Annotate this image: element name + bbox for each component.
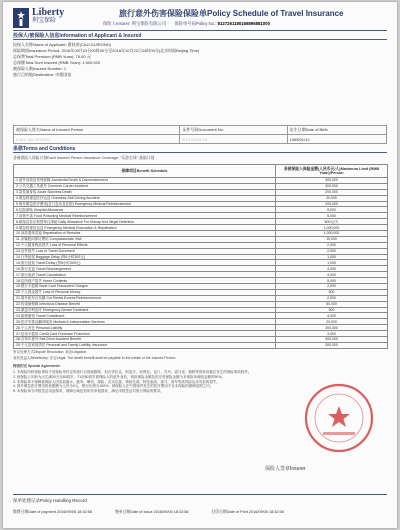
benefit-amount: 50,000 [276, 301, 388, 307]
applicant-name: 投保人名称Name of Applicant: 曹桂荣(CAO,GUIRONG) [13, 42, 112, 47]
benefit-amount: 600元/天 [276, 219, 388, 225]
benefit-item: 25.医疗安排及翻译服务 Medical & Interpretation Services [14, 319, 276, 325]
applicant-section-title: 投保人/被保险人信息Information of Applicant & Insured [13, 33, 142, 39]
benefit-item: 2.公共交通工具意外 Common Carrier Accident [14, 183, 276, 189]
benefit-item: 24.旅程缩短 Travel Curtailment [14, 313, 276, 319]
special-paragraph: 1. 本保险所称保险事故不受保险单约定的旅行目的地限制，但在伊拉克、阿富汗、叙利亚、也门、苏丹、索马里、朝鲜等国家或地区发生的保险事故除外。 [13, 370, 252, 374]
benefit-amount: 2,000 [276, 248, 388, 254]
benefit-item: 3.急性病身故 Acute Sickness Death [14, 189, 276, 195]
coverage-plan-note: 各被保险人保险计划Each Insured Person Insurance Coverage: "乐游全球"-基础计划 [13, 156, 155, 160]
benefit-item: 13.证件损失 Loss of Travel Document [14, 248, 276, 254]
benefit-item: 20.个人现金损失 Loss of Personal Money [14, 289, 276, 295]
benefit-item: 9.紧急救援及运送 Emergency Medical Evacuation & Repatriation [14, 225, 276, 231]
terms-title: 条款Terms and Conditions [13, 146, 76, 152]
policy-number-line [103, 21, 270, 27]
benefit-column-header: 保障项目Benefit Schedule [14, 165, 276, 178]
special-paragraph: 5. 本保险单为申根签证用途保单，保障区域包括所有申根国家，满足申根签证对旅行保险的要求。 [13, 389, 164, 394]
divider [13, 494, 387, 495]
handling-record-dates [13, 510, 306, 515]
benefit-item: 10.身故遗体送返 Repatriation of Remains [14, 231, 276, 237]
payment-date: 2016/09/05 18:32:58 [57, 510, 92, 514]
divider [13, 39, 387, 40]
benefit-amount: 20,000 [276, 195, 388, 201]
policy-number-label: 保险单号码Policy No.: [174, 21, 217, 26]
beneficiary: 身故受益人Beneficiary: 法定Legal. The death benefit shall be payable to the estate of the Insured Person. [13, 356, 177, 360]
document-title: 旅行意外伤害保险保险单Policy Schedule of Travel Insurance [119, 9, 344, 18]
insurance-period: 保险期间Insurance Period: 2016年09月23日00时00分至2016年10月22日24时00分(北京时间Beijing Time) [13, 48, 200, 53]
benefit-item: 23.紧急牙科治疗 Emergency Dental Treatment [14, 307, 276, 313]
insured-name-label: 被保险人姓名Name of Insured Person [14, 126, 180, 135]
benefit-amount: 300,000 [276, 325, 388, 331]
benefit-item: 5.境外紧急医疗费用(含门急诊及住院) Emergency Medical Reimbursement [14, 201, 276, 207]
special-paragraph: 4. 境外紧急医疗费用的免赔额为人民币0元，赔付比例为100%；被保险人在中国境内发生的医疗费用不在本保险的保障范围之内。 [13, 384, 214, 389]
table-header-row [14, 165, 388, 178]
benefit-amount: 5,000 [276, 213, 388, 219]
insured-person-table [13, 125, 387, 144]
dispute-resolution: 争议处理方式Dispute Resolution: 诉讼Litigation [13, 350, 87, 354]
benefit-amount: 200,000 [276, 189, 388, 195]
divider [13, 152, 387, 153]
benefit-item: 26.个人责任 Personal Liability [14, 325, 276, 331]
benefit-item: 16.旅行变更 Travel Rearrangement [14, 266, 276, 272]
benefit-item: 27.信用卡盗用 Credit Card Purchase Protection [14, 331, 276, 337]
benefit-item: 29.个人及家庭责任 Personal and Family Liability Insurance [14, 342, 276, 348]
benefit-item: 22.传染病保障 Infectious Disease Benefit [14, 301, 276, 307]
dob-value: 1965/01/12 [287, 135, 386, 144]
print-date-field [212, 510, 284, 514]
benefit-amount: 4,000 [276, 272, 388, 278]
benefit-item: 8.绑架及非法拘禁每日津贴 Daily Allowance For Kidnap And Illegal Detention [14, 219, 276, 225]
special-paragraph: 2. 被保险人年龄为出生满30天至80周岁，71至80周岁被保险人的意外身故、残疾保险金额及医疗类保险金额为本保险单载明金额的50%。 [13, 374, 225, 379]
special-paragraph: 3. 本保险单不保障被保险人因参加潜水、跳伞、攀岩、探险、武术比赛、摔跤比赛、特技表演、赛马、赛车等高风险运动导致的损失。 [13, 379, 220, 384]
benefit-item: 17.旅行取消 Travel Cancellation [14, 272, 276, 278]
id-value: E12345678 [180, 135, 287, 144]
benefit-amount: 1,000 [276, 254, 388, 260]
company-seal-stamp [303, 382, 375, 454]
brand-name-cn: 利宝保险 [32, 18, 57, 24]
insured-number: 被保险人数Insured Number: 1 [13, 66, 67, 71]
insurer-signature-label: 保险人签章Insurer [265, 466, 306, 472]
benefit-amount: 20,000 [276, 319, 388, 325]
benefit-amount: 200,000 [276, 201, 388, 207]
benefit-item: 14.行李延误 Baggage Delay (每6小时300元) [14, 254, 276, 260]
benefit-amount: 1,000 [276, 260, 388, 266]
benefit-amount: 3,000 [276, 331, 388, 337]
issue-date-field [115, 510, 188, 514]
benefit-amount: 2,000 [276, 242, 388, 248]
destination: 旅行目的地Destination: 申根国家 [13, 72, 72, 77]
special-agreement-text [13, 370, 313, 464]
total-premium: 总保费Total Premium (RMB Yuan): 76.00 元 [13, 54, 91, 59]
benefit-amount: 300,000 [276, 337, 388, 343]
benefit-amount: 300,000 [276, 342, 388, 348]
policy-number: 8127261180168895881000 [217, 21, 270, 26]
benefit-item: 6.住院津贴 Hospital Allowance [14, 207, 276, 213]
table-row [14, 135, 387, 144]
benefit-amount: 500 [276, 307, 388, 313]
benefit-amount: 300,000 [276, 178, 388, 184]
benefit-item: 18.住所财产损失 Home Contents [14, 278, 276, 284]
benefit-amount: 2,000 [276, 284, 388, 290]
benefit-amount: 300,000 [276, 183, 388, 189]
insurer-name: 保险人Insurer: 利宝保险有限公司 [103, 21, 167, 26]
benefit-item: 11.亲属慰问探访费用 Compassionate Visit [14, 236, 276, 242]
benefit-amount: 2,000 [276, 295, 388, 301]
benefit-amount: 4,000 [276, 313, 388, 319]
id-label: 证件号码Document No. [180, 126, 287, 135]
total-sum-insured: 总保额Total Sum Insured (RMB Yuan): 1,500,000 [13, 60, 101, 65]
benefit-item: 19.银行卡盗刷 Bank Card Fraudulent Charges [14, 284, 276, 290]
statue-of-liberty-icon [13, 8, 29, 28]
benefit-schedule-table [13, 164, 388, 349]
benefit-item: 28.自驾车意外 Self-Drive Accident Benefit [14, 337, 276, 343]
benefit-item: 1.意外身故及伤残保障 Accidental Death & Dismemberment [14, 178, 276, 184]
handling-record-title: 保单处理记录Policy Handling Record [13, 498, 87, 503]
benefit-amount: 5,000 [276, 207, 388, 213]
table-row [14, 342, 388, 348]
benefit-amount: 4,000 [276, 266, 388, 272]
issue-date-label: 签单日期Date of Issue [115, 510, 153, 514]
insured-name-value: CAO GUIRONG [14, 135, 180, 144]
benefit-item: 4.紧急救援及医疗运送 Overseas Self-Driving Accident [14, 195, 276, 201]
payment-date-label: 缴费日期Date of payment [13, 510, 57, 514]
benefit-amount: 15,000 [276, 236, 388, 242]
benefit-item: 15.旅行延误 Travel Delay (每5小时300元) [14, 260, 276, 266]
table-row [14, 126, 387, 135]
company-logo [13, 8, 64, 28]
payment-date-field [13, 510, 92, 514]
limit-column-header: 各被保险人保险金额(人民币元/人)Maximum Limit (RMB Yuan)/Person [276, 165, 388, 178]
dob-label: 出生日期Date of Birth [287, 126, 386, 135]
benefit-amount: 5,000 [276, 278, 388, 284]
brand-name-en: Liberty [32, 7, 65, 18]
benefit-item: 12.个人随身物品损失 Loss of Personal Effects [14, 242, 276, 248]
divider [13, 30, 387, 31]
benefit-item: 21.境外租车自负额 Car Rental Excess Reimbursement [14, 295, 276, 301]
print-date-label: 打印日期Date of Print [211, 510, 248, 514]
benefit-amount: 500 [276, 289, 388, 295]
print-date: 2016/09/05 18:32:58 [248, 510, 284, 514]
issue-date: 2016/09/05 18:32:58 [153, 510, 189, 514]
benefit-amount: 1,000,000 [276, 225, 388, 231]
benefit-item: 7.食物中毒 Food Poisoning Medical Reimbursement [14, 213, 276, 219]
special-agreement-title: 特别约定 Special Agreement: [13, 364, 61, 368]
policy-document [3, 2, 397, 528]
benefit-amount: 1,000,000 [276, 231, 388, 237]
